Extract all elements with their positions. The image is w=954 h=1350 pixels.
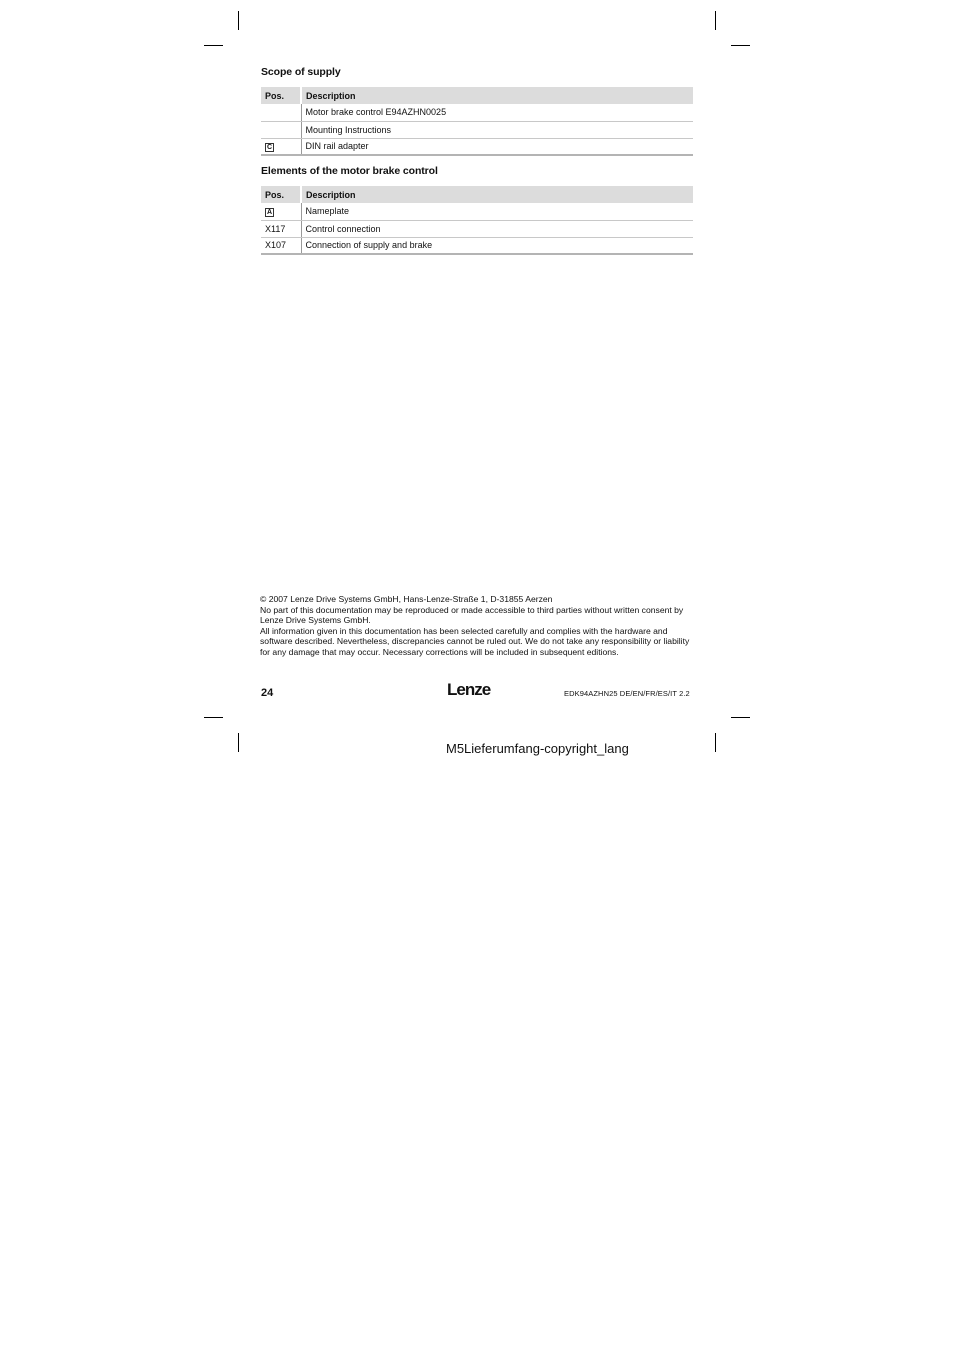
description-cell: DIN rail adapter [301,138,693,155]
source-label: M5Lieferumfang-copyright_lang [446,741,629,756]
pos-cell [261,203,301,220]
copyright-disclaimer: All information given in this documentation has been selected carefully and complies with the hardware and software described. Nevertheless, discrepancies cannot be ruled out. We do not take any responsibility or liability for any damage that may occur. Necessary corrections will be included in subsequent editions. [260,625,690,657]
description-cell: Connection of supply and brake [301,237,693,254]
crop-mark [715,733,716,752]
pos-cell: X107 [261,237,301,254]
table-row [261,104,693,121]
column-header-pos: Pos. [261,87,301,104]
table-header-row [261,186,693,203]
elements-table [261,186,693,255]
crop-mark [715,11,716,30]
crop-mark [204,45,223,46]
crop-mark [731,717,750,718]
pos-cell [261,121,301,138]
description-cell: Nameplate [301,203,693,220]
table-header-row [261,87,693,104]
table-row [261,203,693,220]
document-code: EDK94AZHN25 DE/EN/FR/ES/IT 2.2 [564,689,690,698]
position-marker-a: A [267,208,273,216]
scope-of-supply-table [261,87,693,156]
crop-mark [238,11,239,30]
table-row [261,121,693,138]
description-cell: Motor brake control E94AZHN0025 [301,104,693,121]
table-row [261,220,693,237]
description-cell: Mounting Instructions [301,121,693,138]
copyright-reproduction-note: No part of this documentation may be reproduced or made accessible to third parties without written consent by Lenze Drive Systems GmbH. [260,604,684,626]
page-content [261,66,695,255]
lenze-logo: Lenze [447,680,491,699]
pos-cell: X117 [261,220,301,237]
column-header-pos: Pos. [261,186,301,203]
copyright-line: © 2007 Lenze Drive Systems GmbH, Hans-Lenze-Straße 1, D-31855 Aerzen [260,594,553,604]
crop-mark [238,733,239,752]
page-number: 24 [261,687,274,699]
crop-mark [204,717,223,718]
position-marker-c: C [267,143,273,151]
description-cell: Control connection [301,220,693,237]
pos-cell [261,104,301,121]
column-header-description: Description [301,87,693,104]
scope-of-supply-heading: Scope of supply [261,66,341,78]
column-header-description: Description [301,186,693,203]
pos-cell [261,138,301,155]
elements-heading: Elements of the motor brake control [261,165,438,177]
table-row [261,237,693,254]
table-row [261,138,693,155]
copyright-notice [260,594,700,658]
crop-mark [731,45,750,46]
